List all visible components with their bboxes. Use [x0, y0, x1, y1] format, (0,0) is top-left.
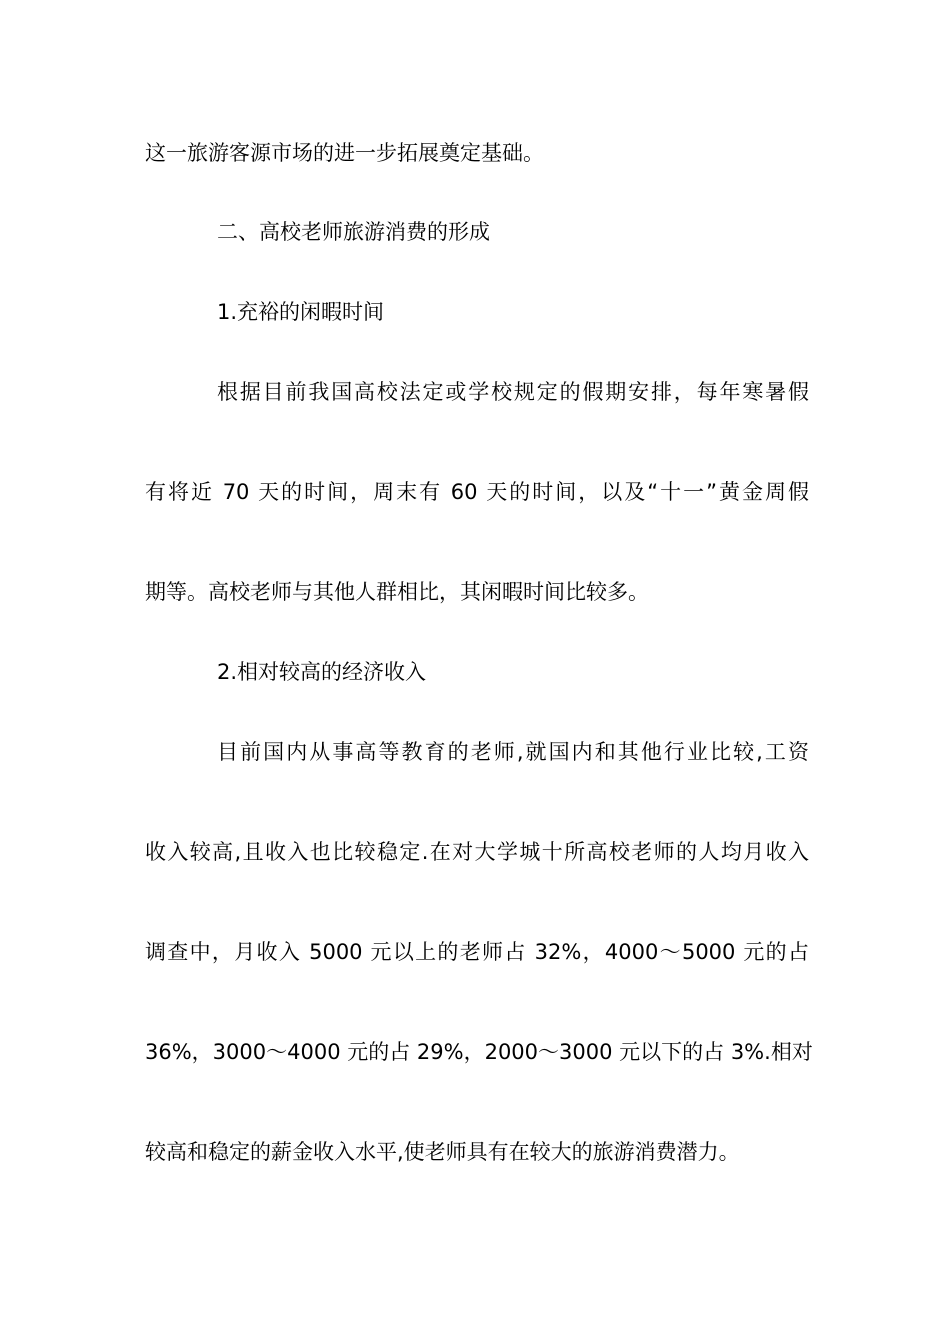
- paragraph-line: 调查中，月收入 5000 元以上的老师占 32%，4000～5000 元的占: [145, 940, 809, 964]
- subsection-heading-income: 2.相对较高的经济收入: [217, 660, 427, 684]
- section-heading: 二、高校老师旅游消费的形成: [217, 220, 490, 244]
- paragraph-line: 有将近 70 天的时间，周末有 60 天的时间，以及“十一”黄金周假: [145, 480, 809, 504]
- paragraph-line: 较高和稳定的薪金收入水平,使老师具有在较大的旅游消费潜力。: [145, 1140, 740, 1164]
- subsection-heading-leisure-time: 1.充裕的闲暇时间: [217, 300, 385, 324]
- paragraph-line: 根据目前我国高校法定或学校规定的假期安排，每年寒暑假: [217, 380, 809, 404]
- paragraph-line: 收入较高,且收入也比较稳定.在对大学城十所高校老师的人均月收入: [145, 840, 809, 864]
- paragraph-line-continuation: 这一旅游客源市场的进一步拓展奠定基础。: [145, 141, 544, 165]
- paragraph-line: 目前国内从事高等教育的老师,就国内和其他行业比较,工资: [217, 740, 809, 764]
- paragraph-line: 36%，3000～4000 元的占 29%，2000～3000 元以下的占 3%.相对: [145, 1040, 813, 1064]
- paragraph-line: 期等。高校老师与其他人群相比，其闲暇时间比较多。: [145, 580, 649, 604]
